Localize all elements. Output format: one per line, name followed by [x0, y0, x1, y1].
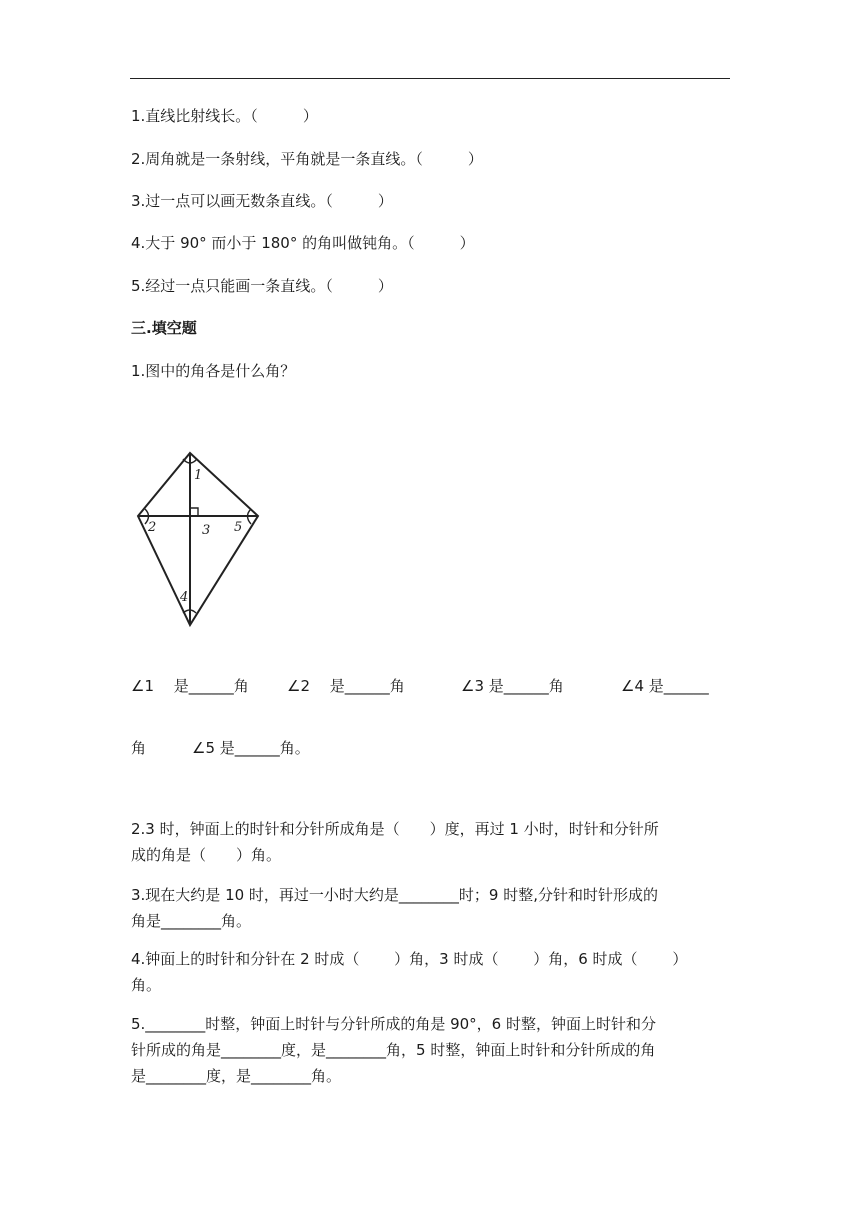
judge-item-2: 2.周角就是一条射线，平角就是一条直线。（ ） — [131, 150, 483, 168]
q1-answer-angle-4-cont: 角 — [131, 739, 147, 757]
q1-answer-angle-4: ∠4 是______ — [621, 677, 709, 695]
q4-line-1: 4.钟面上的时针和分针在 2 时成（ ）角，3 时成（ ）角，6 时成（ ） — [131, 950, 688, 968]
q3-line-1: 3.现在大约是 10 时，再过一小时大约是________时；9 时整,分针和时针形成的 — [131, 886, 659, 904]
judge-item-3: 3.过一点可以画无数条直线。（ ） — [131, 192, 393, 210]
q1-answer-angle-2: ∠2 是______角 — [287, 677, 405, 695]
angle-label-4: 4 — [180, 590, 189, 605]
q5 — [131, 1011, 731, 1089]
q5-line-1: 5.________时整，钟面上时针与分针所成的角是 90°，6 时整，钟面上时针和分 — [131, 1015, 656, 1033]
q4-line-2: 角。 — [131, 976, 162, 994]
q1-answer-angle-5: ∠5 是______角。 — [192, 739, 310, 757]
angle-label-1: 1 — [194, 468, 203, 483]
angle-label-2: 2 — [148, 520, 157, 535]
judge-item-5: 5.经过一点只能画一条直线。（ ） — [131, 277, 393, 295]
q1-answer-angle-3: ∠3 是______角 — [461, 677, 564, 695]
q1-prompt: 1.图中的角各是什么角？ — [131, 362, 296, 380]
top-rule — [130, 78, 730, 79]
section-heading: 三.填空题 — [131, 319, 197, 337]
angle-label-3: 3 — [202, 523, 211, 538]
q2-line-1: 2.3 时，钟面上的时针和分针所成角是（ ）度，再过 1 小时，时针和分针所 — [131, 820, 659, 838]
q5-line-3: 是________度，是________角。 — [131, 1067, 342, 1085]
q2-line-2: 成的角是（ ）角。 — [131, 846, 282, 864]
right-angle-mark — [190, 508, 198, 516]
q3-line-2: 角是________角。 — [131, 912, 252, 930]
angle-label-5: 5 — [234, 520, 243, 535]
q5-line-2: 针所成的角是________度，是________角，5 时整，钟面上时针和分针所成的角 — [131, 1041, 656, 1059]
q3 — [131, 882, 731, 934]
judge-item-1: 1.直线比射线长。（ ） — [131, 107, 318, 125]
kite-angle-figure — [130, 445, 270, 635]
q1-answer-angle-1: ∠1 是______角 — [131, 677, 249, 695]
q4 — [131, 946, 731, 998]
judge-item-4: 4.大于 90° 而小于 180° 的角叫做钝角。（ ） — [131, 234, 475, 252]
q2 — [131, 816, 731, 868]
